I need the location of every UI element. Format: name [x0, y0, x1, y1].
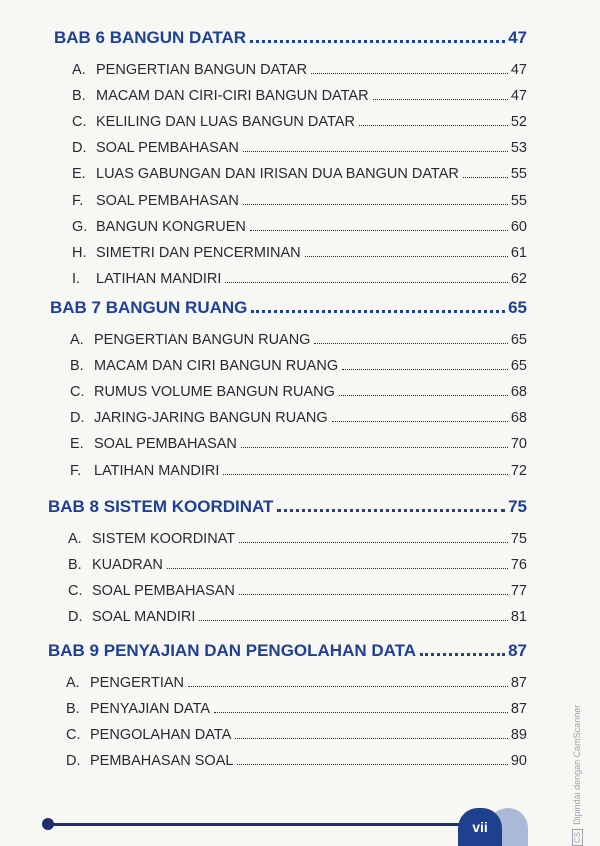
entry-title: KELILING DAN LUAS BANGUN DATAR [96, 114, 355, 131]
entry-title: LATIHAN MANDIRI [96, 270, 222, 287]
entry-title: SISTEM KOORDINAT [92, 531, 236, 547]
toc-entry [72, 245, 527, 265]
toc-entry [72, 166, 527, 186]
toc-entry [72, 219, 527, 239]
toc-entry [66, 727, 527, 747]
chapter-title: BAB 6 BANGUN DATAR [54, 28, 247, 47]
entry-letter: I. [72, 270, 81, 287]
toc-entry [66, 753, 527, 773]
entry-letter: A. [68, 531, 82, 547]
dot-leader [243, 204, 508, 205]
entry-title: PENGOLAHAN DATA [90, 727, 232, 744]
chapter-title: BAB 8 SISTEM KOORDINAT [48, 497, 274, 516]
toc-entry [72, 193, 527, 213]
entry-title: KUADRAN [92, 557, 163, 574]
toc-entry [70, 463, 527, 483]
dot-leader [314, 343, 507, 344]
entry-page-number: 61 [510, 244, 527, 261]
entry-title: MACAM DAN CIRI-CIRI BANGUN DATAR [96, 88, 369, 105]
entry-page-number: 81 [510, 609, 527, 626]
entry-letter: B. [66, 701, 80, 718]
entry-page-number: 55 [510, 192, 527, 209]
entry-title: SIMETRI DAN PENCERMINAN [96, 244, 301, 261]
entry-page-number: 89 [510, 727, 527, 744]
dot-leader [214, 712, 508, 713]
entry-title: LATIHAN MANDIRI [94, 462, 220, 479]
entry-page-number: 52 [510, 114, 527, 131]
dot-leader [332, 421, 508, 422]
entry-page-number: 87 [510, 675, 527, 691]
entry-title: MACAM DAN CIRI BANGUN RUANG [94, 358, 339, 375]
entry-letter: B. [68, 557, 82, 574]
toc-entry [70, 384, 527, 404]
dot-leader [373, 99, 508, 100]
entry-letter: D. [68, 609, 83, 626]
toc-entry [70, 358, 527, 378]
toc-entry [72, 271, 527, 291]
entry-letter: C. [70, 384, 85, 401]
chapter-heading [50, 298, 527, 322]
chapter-heading [48, 641, 527, 665]
entry-page-number: 68 [510, 384, 527, 401]
entry-letter: H. [72, 244, 87, 261]
entry-letter: A. [70, 332, 84, 348]
dot-leader [420, 653, 505, 656]
entry-page-number: 72 [510, 462, 527, 479]
dot-leader [305, 256, 508, 257]
dot-leader [237, 764, 507, 765]
dot-leader [250, 40, 505, 43]
entry-page-number: 55 [510, 166, 527, 183]
chapter-title: BAB 7 BANGUN RUANG [50, 298, 248, 317]
dot-leader [342, 369, 508, 370]
chapter-heading [54, 28, 527, 52]
footer-rule [48, 823, 468, 826]
entry-letter: B. [72, 88, 86, 105]
scanner-watermark [572, 606, 583, 846]
entry-page-number: 65 [510, 332, 527, 348]
toc-entry [72, 140, 527, 160]
entry-page-number: 53 [510, 140, 527, 157]
toc-entry [68, 531, 527, 551]
entry-page-number: 65 [510, 358, 527, 375]
dot-leader [311, 73, 508, 74]
entry-page-number: 77 [510, 583, 527, 600]
entry-title: PENYAJIAN DATA [90, 701, 211, 718]
entry-page-number: 68 [510, 410, 527, 427]
entry-page-number: 76 [510, 557, 527, 574]
entry-letter: B. [70, 358, 84, 375]
dot-leader [235, 738, 508, 739]
entry-title: JARING-JARING BANGUN RUANG [94, 410, 328, 427]
entry-letter: D. [72, 140, 87, 157]
chapter-page-number: 65 [508, 298, 527, 317]
watermark-text: Dipindai dengan CamScanner [572, 704, 582, 825]
toc-entry [70, 410, 527, 430]
page-number-badge [458, 808, 502, 846]
chapter-page-number: 75 [508, 497, 527, 516]
dot-leader [339, 395, 508, 396]
entry-letter: D. [70, 410, 85, 427]
camscanner-icon: CS [572, 829, 583, 846]
entry-page-number: 60 [510, 218, 527, 235]
entry-title: BANGUN KONGRUEN [96, 218, 246, 235]
entry-letter: D. [66, 753, 81, 770]
entry-letter: G. [72, 218, 88, 235]
entry-title: SOAL PEMBAHASAN [96, 192, 239, 209]
entry-title: LUAS GABUNGAN DAN IRISAN DUA BANGUN DATAR [96, 166, 459, 183]
chapter-title: BAB 9 PENYAJIAN DAN PENGOLAHAN DATA [48, 641, 417, 660]
entry-title: SOAL PEMBAHASAN [94, 436, 237, 453]
toc-entry [68, 557, 527, 577]
toc-entry [70, 436, 527, 456]
dot-leader [167, 568, 508, 569]
toc-entry [72, 62, 527, 82]
entry-page-number: 87 [510, 701, 527, 718]
dot-leader [251, 310, 505, 313]
entry-page-number: 47 [510, 62, 527, 78]
entry-letter: C. [66, 727, 81, 744]
entry-letter: E. [70, 436, 84, 453]
dot-leader [243, 151, 508, 152]
dot-leader [225, 282, 507, 283]
entry-title: PENGERTIAN BANGUN DATAR [96, 62, 308, 78]
entry-title: PENGERTIAN [90, 675, 185, 691]
entry-letter: C. [72, 114, 87, 131]
page-number: vii [472, 819, 488, 835]
dot-leader [241, 447, 508, 448]
dot-leader [239, 594, 508, 595]
entry-letter: F. [70, 462, 82, 479]
chapter-page-number: 47 [508, 28, 527, 47]
dot-leader [199, 620, 507, 621]
entry-letter: A. [66, 675, 80, 691]
entry-title: SOAL MANDIRI [92, 609, 196, 626]
chapter-heading [48, 497, 527, 521]
toc-entry [66, 701, 527, 721]
entry-letter: F. [72, 192, 84, 209]
dot-leader [463, 177, 508, 178]
dot-leader [239, 542, 508, 543]
chapter-page-number: 87 [508, 641, 527, 660]
toc-entry [66, 675, 527, 695]
entry-page-number: 75 [510, 531, 527, 547]
entry-letter: A. [72, 62, 86, 78]
entry-title: SOAL PEMBAHASAN [92, 583, 235, 600]
entry-page-number: 62 [510, 270, 527, 287]
entry-title: SOAL PEMBAHASAN [96, 140, 239, 157]
entry-title: PENGERTIAN BANGUN RUANG [94, 332, 311, 348]
dot-leader [223, 474, 507, 475]
toc-entry [68, 609, 527, 629]
toc-entry [72, 88, 527, 108]
entry-letter: E. [72, 166, 86, 183]
toc-entry [72, 114, 527, 134]
entry-title: PEMBAHASAN SOAL [90, 753, 234, 770]
dot-leader [277, 509, 505, 512]
entry-title: RUMUS VOLUME BANGUN RUANG [94, 384, 335, 401]
entry-page-number: 47 [510, 88, 527, 105]
dot-leader [250, 230, 508, 231]
entry-page-number: 90 [510, 753, 527, 770]
dot-leader [359, 125, 508, 126]
entry-letter: C. [68, 583, 83, 600]
toc-entry [70, 332, 527, 352]
toc-entry [68, 583, 527, 603]
entry-page-number: 70 [510, 436, 527, 453]
dot-leader [188, 686, 508, 687]
